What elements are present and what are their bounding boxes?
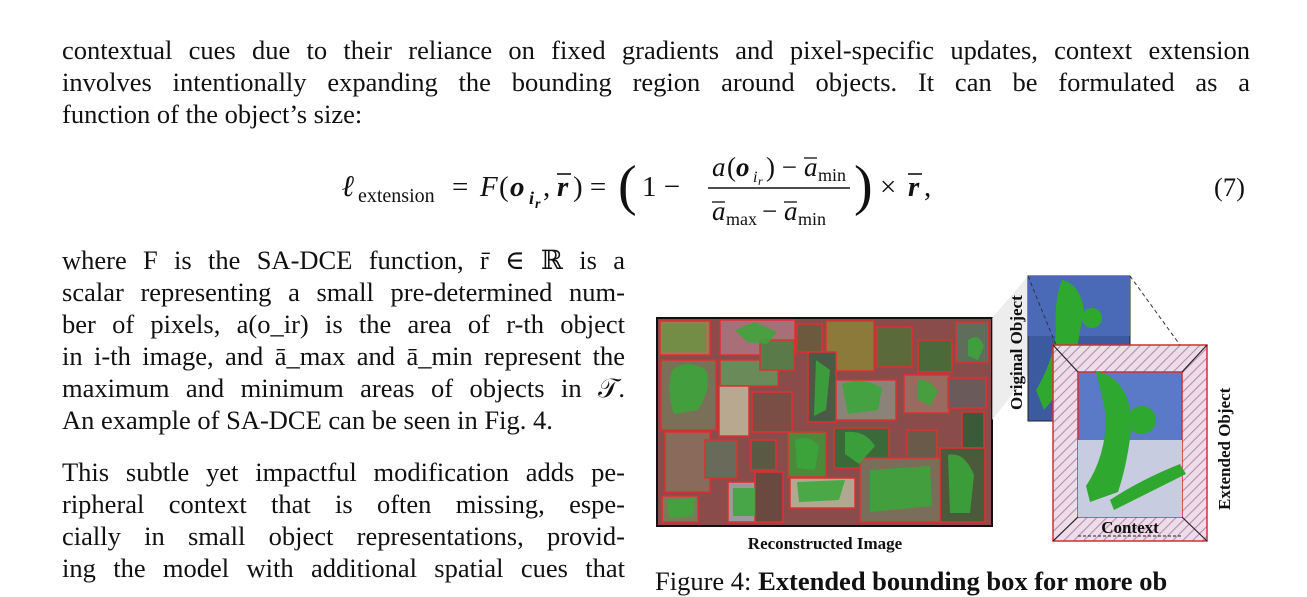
- svg-text:×: ×: [880, 171, 897, 203]
- subtle-line-4: ing the model with additional spatial cues that: [62, 553, 625, 583]
- svg-text:a: a: [712, 152, 726, 182]
- where-line-5: maximum and minimum areas of objects in 𝒯.: [62, 373, 625, 403]
- where-line-4: in i-th image, and ā_max and ā_min represent the: [62, 341, 625, 371]
- svg-text:) =: ) =: [573, 171, 607, 203]
- figure-4-caption: [655, 566, 1167, 597]
- where-line-6: An example of SA-DCE can be seen in Fig. 4.: [62, 405, 553, 435]
- subtle-line-1: This subtle yet impactful modification adds pe-: [62, 457, 625, 487]
- svg-text:1 −: 1 −: [642, 171, 681, 203]
- intro-line-2: involves intentionally expanding the bounding region around objects. It can be formulated as a: [62, 67, 1250, 97]
- svg-text:(: (: [727, 152, 736, 182]
- svg-text:min: min: [818, 165, 847, 185]
- svg-text:(: (: [618, 155, 637, 217]
- svg-text:o: o: [736, 152, 750, 182]
- extended-object-inset: [1053, 345, 1207, 541]
- label-reconstructed-image: Reconstructed Image: [747, 534, 903, 553]
- svg-text:r: r: [908, 171, 920, 203]
- eq-lhs-sub: extension: [358, 185, 435, 207]
- svg-text:): ): [854, 155, 873, 217]
- svg-text:r: r: [535, 197, 541, 212]
- definitions-paragraph: [62, 244, 625, 436]
- svg-text:,: ,: [924, 171, 932, 203]
- svg-text:) −: ) −: [766, 152, 797, 182]
- eq-lhs: ℓ: [342, 170, 355, 203]
- figure-4: [650, 268, 1260, 581]
- intro-line-3: function of the object’s size:: [62, 99, 363, 129]
- svg-text:o: o: [510, 171, 525, 203]
- caption-bold-text: Extended bounding box for more ob: [758, 566, 1168, 596]
- caption-prefix: Figure 4:: [655, 566, 759, 596]
- svg-text:r: r: [758, 174, 763, 188]
- subtle-line-3: cially in small object representations, provid-: [62, 521, 625, 551]
- svg-text:,: ,: [543, 171, 551, 203]
- label-extended-object: Extended Object: [1215, 387, 1234, 510]
- svg-text:a: a: [804, 152, 818, 182]
- svg-text:(: (: [499, 171, 509, 203]
- svg-text:i: i: [753, 169, 758, 186]
- intro-paragraph: [62, 34, 1250, 130]
- equation-7: [0, 150, 1307, 230]
- reconstructed-image: [657, 318, 992, 526]
- svg-text:max: max: [726, 209, 757, 229]
- modification-paragraph: [62, 456, 625, 584]
- equation-number: (7): [1214, 172, 1245, 202]
- where-line-3: ber of pixels, a(o_ir) is the area of r-th object: [62, 309, 625, 339]
- svg-text:a: a: [712, 196, 726, 226]
- label-context: Context: [1101, 518, 1159, 537]
- where-line-1: where F is the SA-DCE function, r̄ ∈ ℝ is a: [62, 245, 625, 275]
- equation-body: [342, 150, 982, 230]
- svg-text:−: −: [762, 196, 778, 226]
- svg-text:=: =: [452, 171, 469, 203]
- svg-text:r: r: [557, 171, 569, 203]
- intro-line-1: contextual cues due to their reliance on fixed gradients and pixel-specific updates, context extension: [62, 35, 1250, 65]
- svg-text:i: i: [529, 188, 535, 208]
- label-original-object: Original Object: [1007, 295, 1026, 410]
- subtle-line-2: ripheral context that is often missing, espe-: [62, 489, 625, 519]
- svg-text:min: min: [798, 209, 827, 229]
- where-line-2: scalar representing a small pre-determined num-: [62, 277, 625, 307]
- svg-text:F: F: [480, 171, 498, 203]
- svg-text:a: a: [784, 196, 798, 226]
